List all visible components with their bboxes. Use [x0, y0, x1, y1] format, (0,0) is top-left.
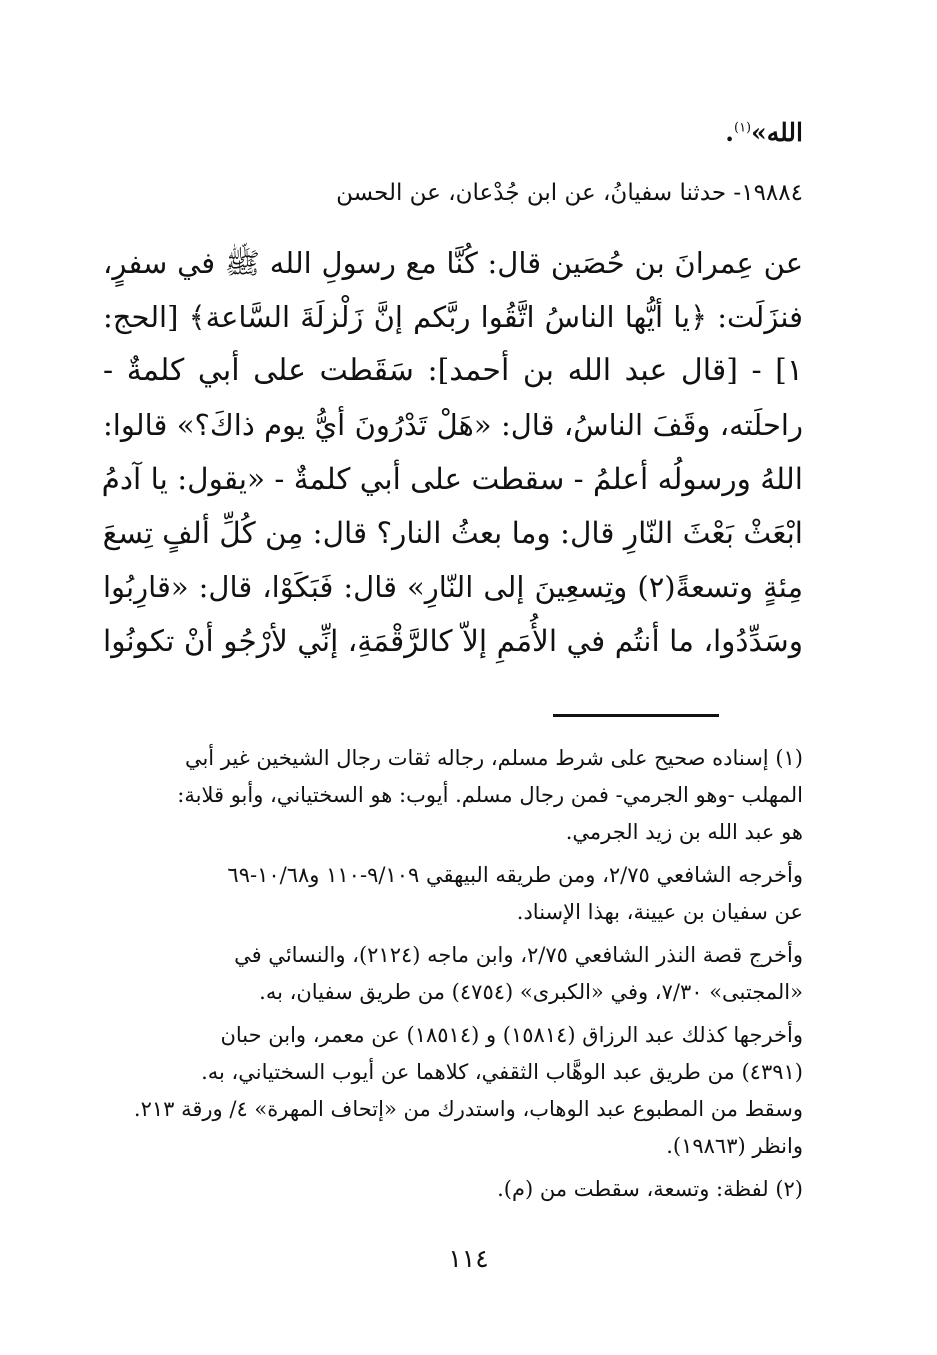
- footnote-paragraph: [103, 1171, 803, 1208]
- body-line: ١] - [قال عبد الله بن أحمد]: سَقَطت على أبي كلمةٌ -: [103, 353, 803, 388]
- footnote-line: المهلب -وهو الجرمي- فمن رجال مسلم. أيوب: هو السختياني، وأبو قلابة:: [177, 783, 803, 807]
- footnote-line: (١) إسناده صحيح على شرط مسلم، رجاله ثقات رجال الشيخين غير أبي: [184, 746, 803, 770]
- footnote-line: «المجتبى» ٧/٣٠، وفي «الكبرى» (٤٧٥٤) من طريق سفيان، به.: [259, 980, 803, 1004]
- footnote-line: وأخرجها كذلك عبد الرزاق (١٥٨١٤) و (١٨٥١٤) عن معمر، وابن حبان: [220, 1023, 803, 1047]
- footnote-paragraph: [103, 937, 803, 1011]
- footnote-ref-1: (١): [733, 120, 752, 136]
- footnote-line: وانظر (١٩٨٦٣).: [666, 1134, 803, 1158]
- hadith-heading: ١٩٨٨٤- حدثنا سفيانُ، عن ابن جُدْعان، عن الحسن: [336, 180, 803, 206]
- footnote-line: (٢) لفظة: وتسعة، سقطت من (م).: [497, 1177, 803, 1201]
- body-line: راحلَته، وقَفَ الناسُ، قال: «هَلْ تَدْرُونَ أيُّ يوم ذاكَ؟» قالوا:: [103, 408, 803, 442]
- hadith-body: [103, 236, 803, 668]
- body-line: اللهُ ورسولُه أعلمُ - سقطت على أبي كلمةٌ - «يقول: يا آدمُ: [101, 462, 803, 496]
- footnote-paragraph: [103, 1017, 803, 1165]
- footnote-line: هو عبد الله بن زيد الجرمي.: [565, 820, 803, 844]
- footnote-line: عن سفيان بن عيينة، بهذا الإسناد.: [516, 900, 803, 924]
- footnote-line: وأخرج قصة النذر الشافعي ٢/٧٥، وابن ماجه (٢١٢٤)، والنسائي في: [234, 943, 803, 967]
- body-line: مِئةٍ وتسعةً(٢) وتِسعِينَ إلى النّارِ» قال: فَبَكَوْا، قال: «قارِبُوا: [103, 570, 803, 604]
- body-line: فنزَلَت: ﴿يا أيُّها الناسُ اتَّقُوا ربَّكم إنَّ زَلْزلَةَ السَّاعة﴾ [الحج:: [103, 300, 803, 334]
- footnote-line: وأخرجه الشافعي ٢/٧٥، ومن طريقه البيهقي ٩/١٠٩-١١٠ و١٠/٦٨-٦٩: [227, 863, 803, 887]
- footnote-line: وسقط من المطبوع عبد الوهاب، واستدرك من «إتحاف المهرة» ٤/ ورقة ٢١٣.: [133, 1097, 803, 1121]
- continuation-line: [725, 118, 803, 147]
- page-number: ١١٤: [448, 1244, 489, 1273]
- continuation-period: .: [725, 118, 734, 147]
- footnote-paragraph: [103, 857, 803, 931]
- footnote-divider: [553, 714, 719, 717]
- body-line: وسَدِّدُوا، ما أنتُم في الأُمَمِ إلاّ كالرَّقْمَةِ، إنِّي لأرْجُو أنْ تكونُوا: [103, 624, 803, 658]
- footnotes: [103, 740, 803, 1208]
- body-line: عن عِمرانَ بن حُصَين قال: كُنَّا مع رسولِ الله ﷺ في سفرٍ،: [103, 246, 803, 280]
- footnote-paragraph: [103, 740, 803, 851]
- continuation-text: الله»: [751, 118, 803, 147]
- footnote-line: (٤٣٩١) من طريق عبد الوهَّاب الثقفي، كلاهما عن أيوب السختياني، به.: [201, 1060, 803, 1084]
- body-line: ابْعَثْ بَعْثَ النّارِ قال: وما بعثُ النار؟ قال: مِن كُلِّ ألفٍ تِسعَ: [102, 516, 803, 550]
